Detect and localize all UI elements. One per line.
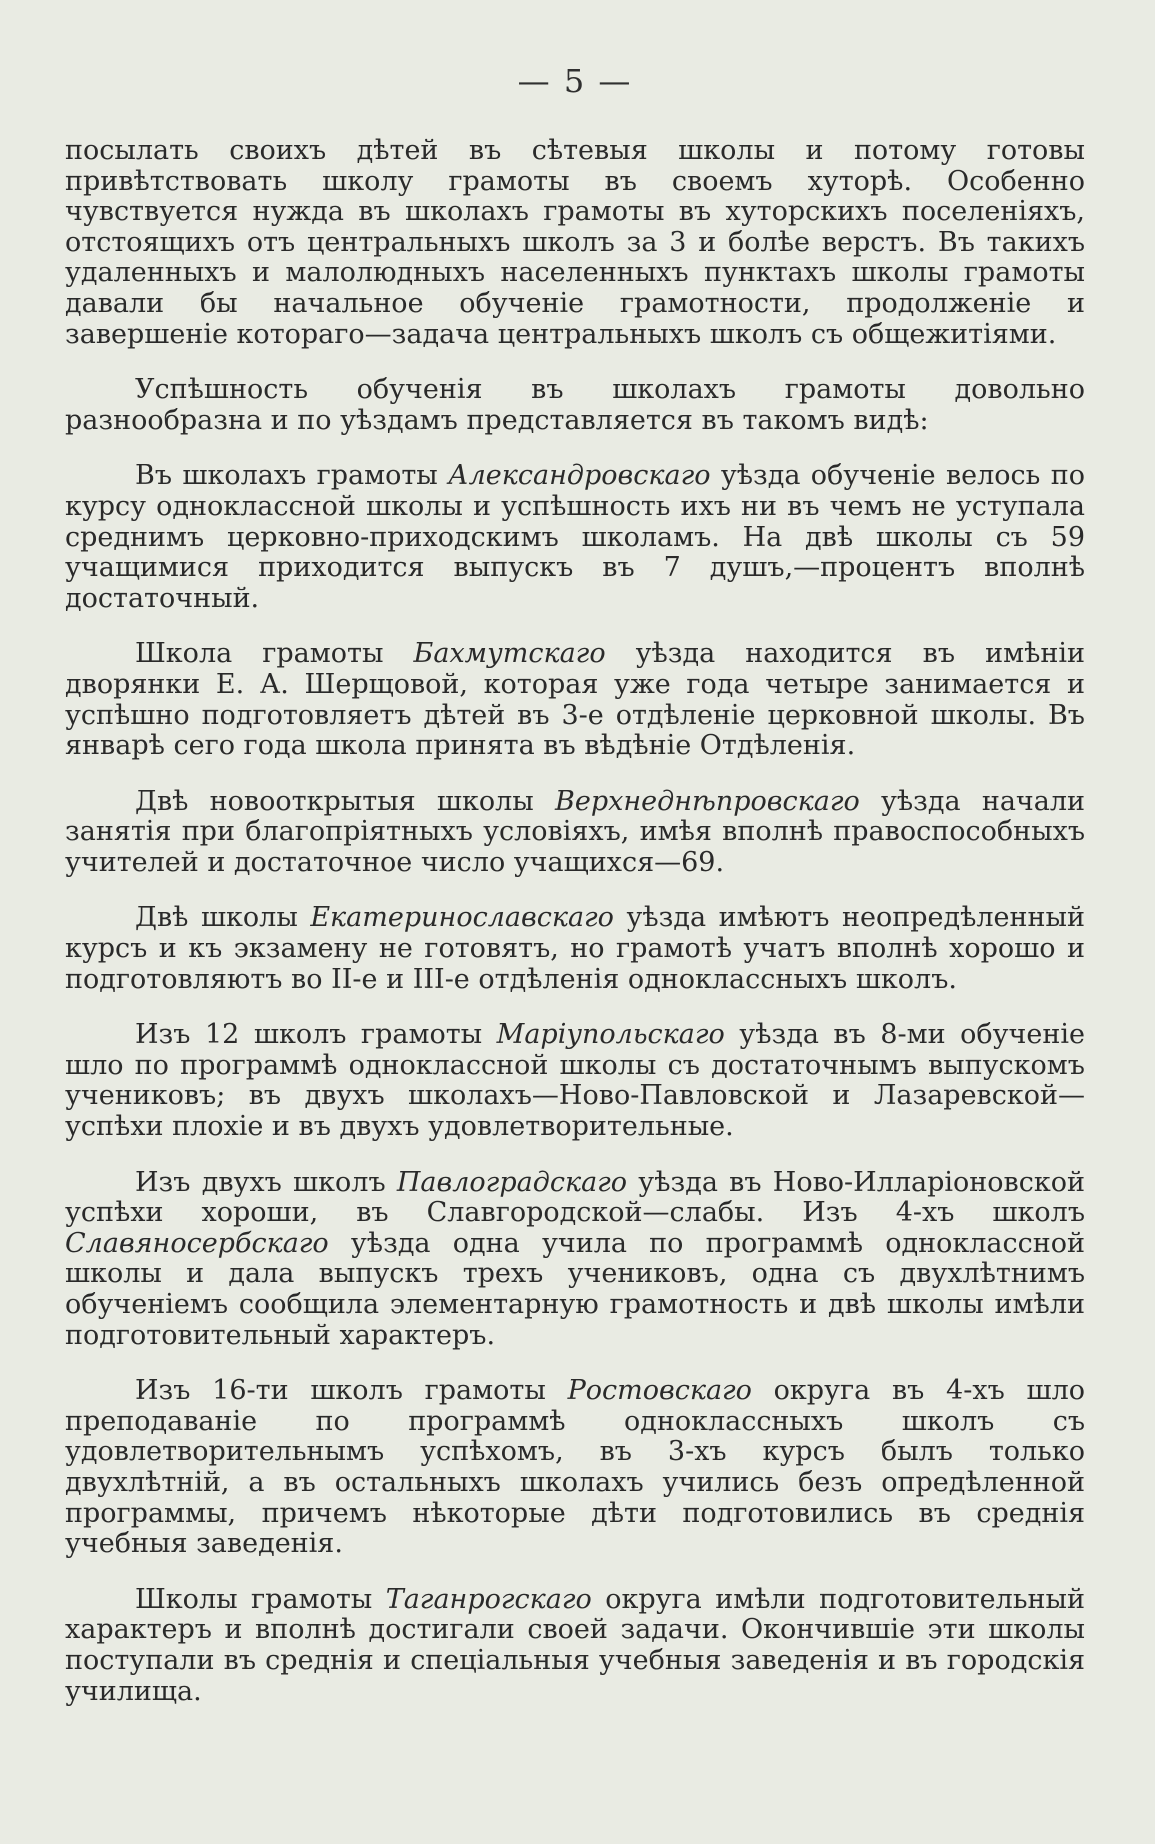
paragraph-text: Успѣшность обученія въ школахъ грамоты довольно разнообразна и по уѣздамъ представляется въ такомъ видѣ:	[65, 374, 1085, 436]
paragraph	[65, 787, 1085, 879]
paragraph	[65, 1376, 1085, 1560]
district-name: Павлоградскаго	[396, 1166, 628, 1198]
district-name: Александровскаго	[448, 460, 711, 492]
paragraph-text: Двѣ школы	[135, 902, 311, 934]
paragraph-text: уѣзда начали занятія при благопріятныхъ условіяхъ, имѣя вполнѣ правоспособныхъ учителей и достаточное число учащихся—69.	[65, 785, 1086, 878]
paragraph	[65, 136, 1085, 350]
paragraph-text: Изъ 16-ти школъ грамоты	[135, 1375, 568, 1407]
district-name: Бахмутскаго	[413, 638, 606, 670]
paragraph	[65, 461, 1085, 614]
paragraph-text: уѣзда въ 8-ми обученіе шло по программѣ одноклассной школы съ достаточнымъ выпускомъ учениковъ; въ двухъ школахъ—Ново-Павловской и Лазаревской—успѣхи плохіе и въ двухъ удовлетворительные.	[65, 1019, 1085, 1143]
paragraph-text: уѣзда имѣютъ неопредѣленный курсъ и къ экзамену не готовятъ, но грамотѣ учатъ вполнѣ хорошо и подготовляютъ во II-е и III-е отдѣленія одноклассныхъ школъ.	[65, 902, 1085, 995]
paragraph	[65, 903, 1085, 995]
district-name: Таганрогскаго	[385, 1583, 592, 1615]
paragraph	[65, 1020, 1085, 1142]
paragraph-text: уѣзда обученіе велось по курсу одноклассной школы и успѣшность ихъ ни въ чемъ не уступала среднимъ церковно-приходскимъ школамъ. На двѣ школы съ 59 учащимися приходится выпускъ въ 7 душъ,—процентъ вполнѣ достаточный.	[65, 460, 1085, 614]
paragraph	[65, 639, 1085, 761]
district-name: Верхнеднѣпровскаго	[555, 785, 860, 817]
paragraph-text: Двѣ новооткрытыя школы	[135, 785, 556, 817]
paragraph-text: Школа грамоты	[135, 638, 414, 670]
paragraph-text: уѣзда находится въ имѣніи дворянки Е. А. Шерщовой, которая уже года четыре занимается и успѣшно подготовляетъ дѣтей въ 3-е отдѣленіе церковной школы. Въ январѣ сего года школа принята въ вѣдѣніе Отдѣленія.	[65, 638, 1085, 762]
paragraph	[65, 1168, 1085, 1352]
district-name: Маріупольскаго	[496, 1019, 725, 1051]
body-text	[65, 136, 1085, 1707]
paragraph	[65, 375, 1085, 436]
paragraph-text: уѣзда въ Ново-Илларіоновской успѣхи хороши, въ Славгородской—слабы. Изъ 4-хъ школъ	[65, 1166, 1085, 1229]
paragraph-text: Изъ 12 школъ грамоты	[135, 1019, 497, 1051]
paragraph	[65, 1585, 1085, 1707]
paragraph-text: Школы грамоты	[135, 1583, 386, 1615]
paragraph-text: Изъ двухъ школъ	[135, 1166, 397, 1198]
paragraph-text: посылать своихъ дѣтей въ сѣтевыя школы и потому готовы привѣтствовать школу грамоты въ своемъ хуторѣ. Особенно чувствуется нужда въ школахъ грамоты въ хуторскихъ поселеніяхъ, отстоящихъ отъ центральныхъ школъ за 3 и болѣе верстъ. Въ такихъ удаленныхъ и малолюдныхъ населенныхъ пунктахъ школы грамоты давали бы начальное обученіе грамотности, продолженіе и завершеніе котораго—задача центральныхъ школъ съ общежитіями.	[65, 135, 1085, 350]
district-name: Славяносербскаго	[65, 1227, 329, 1259]
paragraph-text: Въ школахъ грамоты	[135, 460, 449, 492]
page-number: — 5 —	[517, 62, 633, 100]
paragraph-text: округа имѣли подготовительный характеръ и вполнѣ достигали своей задачи. Окончившіе эти школы поступали въ среднія и спеціальныя учебныя заведенія и въ городскія училища.	[65, 1583, 1085, 1707]
paragraph-text: уѣзда одна учила по программѣ одноклассной школы и дала выпускъ трехъ учениковъ, одна съ двухлѣтнимъ обученіемъ сообщила элементарную грамотность и двѣ школы имѣли подготовительный характеръ.	[65, 1227, 1085, 1351]
district-name: Ростовскаго	[567, 1375, 752, 1407]
district-name: Екатеринославскаго	[310, 902, 614, 934]
paragraph-text: округа въ 4-хъ шло преподаваніе по программѣ одноклассныхъ школъ съ удовлетворительнымъ успѣхомъ, въ 3-хъ курсъ былъ только двухлѣтній, а въ остальныхъ школахъ учились безъ опредѣленной программы, причемъ нѣкоторые дѣти подготовились въ среднія учебныя заведенія.	[65, 1375, 1086, 1560]
